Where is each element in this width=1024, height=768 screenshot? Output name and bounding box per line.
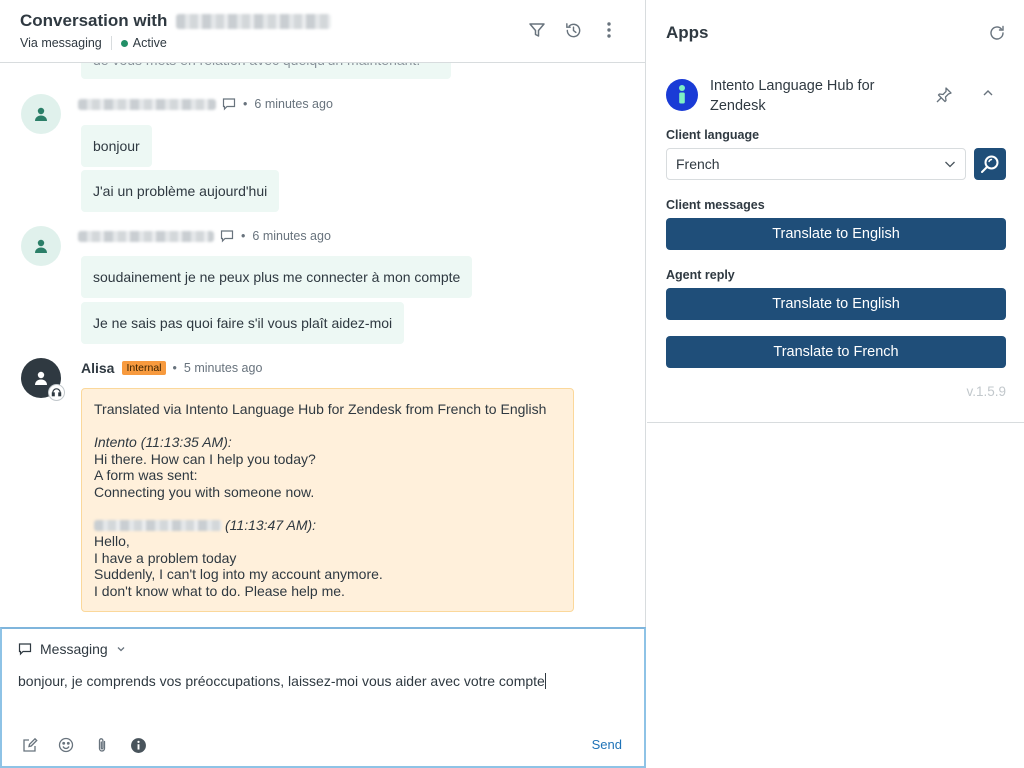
history-icon[interactable]	[563, 20, 583, 40]
redacted-customer-name	[176, 14, 331, 29]
chevron-down-icon	[116, 644, 126, 654]
apps-panel	[647, 0, 1024, 768]
note-line: Hello,	[94, 533, 130, 549]
message-timestamp: 6 minutes ago	[254, 97, 333, 111]
note-block2-label: (11:13:47 AM):	[225, 516, 317, 533]
page-title	[20, 11, 331, 31]
reply-composer[interactable]	[0, 627, 646, 768]
note-heading: Translated via Intento Language Hub for Zendesk from French to English	[94, 401, 547, 417]
message-bubble-icon	[18, 642, 32, 656]
status-dot	[121, 40, 128, 47]
message-meta: • 6 minutes ago	[78, 97, 333, 111]
note-block1-label: Intento (11:13:35 AM):	[94, 434, 232, 450]
conversation-header	[0, 0, 645, 63]
note-line: Suddenly, I can't log into my account anymore.	[94, 566, 383, 582]
message-bubble: J'ai un problème aujourd'hui	[81, 170, 279, 212]
message-bubble: soudainement je ne peux plus me connecter à mon compte	[81, 256, 472, 298]
note-line: I don't know what to do. Please help me.	[94, 582, 345, 599]
intento-app-card	[647, 62, 1024, 423]
channel-label: Messaging	[40, 641, 108, 657]
status-label: Active	[132, 36, 167, 50]
customer-avatar	[21, 94, 61, 134]
client-language-value: French	[676, 156, 720, 172]
redacted-customer-name	[94, 520, 222, 531]
chevron-up-icon[interactable]	[981, 86, 999, 104]
note-timestamp: 5 minutes ago	[183, 361, 263, 375]
client-language-select[interactable]	[666, 148, 966, 180]
redacted-customer-name	[78, 99, 216, 110]
title-text: Conversation with	[20, 11, 168, 30]
emoji-icon[interactable]	[57, 736, 75, 754]
message-thread[interactable]	[0, 63, 645, 626]
refresh-icon[interactable]	[988, 24, 1006, 42]
filter-icon[interactable]	[527, 20, 547, 40]
customer-avatar	[21, 226, 61, 266]
note-line: Hi there. How can I help you today?	[94, 450, 316, 467]
agent-reply-label: Agent reply	[666, 268, 735, 282]
translate-client-to-english-button[interactable]: Translate to English	[666, 218, 1006, 250]
client-language-label: Client language	[666, 128, 760, 142]
channel-selector[interactable]	[18, 641, 126, 657]
apps-title: Apps	[666, 23, 709, 42]
note-meta: Alisa Internal • 5 minutes ago	[81, 360, 263, 376]
channel-label: Via messaging	[20, 36, 102, 50]
chevron-down-icon	[943, 157, 957, 171]
pin-icon[interactable]	[935, 86, 955, 106]
detect-language-button[interactable]	[974, 148, 1006, 180]
more-vertical-icon[interactable]	[599, 20, 619, 40]
message-timestamp: 6 minutes ago	[252, 229, 331, 243]
note-line: A form was sent:	[94, 467, 198, 483]
agent-avatar	[21, 358, 61, 398]
translate-reply-to-french-button[interactable]: Translate to French	[666, 336, 1006, 368]
redacted-customer-name	[78, 231, 214, 242]
message-bubble-icon	[220, 229, 234, 243]
attachment-icon[interactable]	[93, 736, 111, 754]
client-messages-label: Client messages	[666, 198, 765, 212]
conversation-subtitle	[20, 36, 167, 50]
info-icon[interactable]	[129, 736, 147, 754]
message-bubble-icon	[222, 97, 236, 111]
note-line: Connecting you with someone now.	[94, 483, 315, 500]
reply-input[interactable]: bonjour, je comprends vos préoccupations, laissez-moi vous aider avec votre compte	[18, 673, 545, 689]
translate-reply-to-english-button[interactable]: Translate to English	[666, 288, 1006, 320]
note-line: I have a problem today	[94, 549, 237, 566]
divider	[111, 36, 112, 50]
note-author: Alisa	[81, 360, 115, 376]
send-button[interactable]: Send	[591, 737, 622, 752]
app-name: Intento Language Hub for Zendesk	[710, 78, 875, 114]
app-version: v.1.5.9	[966, 384, 1006, 399]
internal-badge: Internal	[122, 361, 165, 375]
search-icon	[979, 153, 1001, 175]
headset-icon	[48, 384, 65, 401]
internal-note	[81, 388, 574, 612]
message-bubble: bonjour	[81, 125, 152, 167]
compose-icon[interactable]	[21, 736, 39, 754]
message-bubble: Je ne sais pas quoi faire s'il vous plaît aidez-moi	[81, 302, 404, 344]
message-meta: • 6 minutes ago	[78, 229, 331, 243]
intento-logo-icon	[666, 79, 698, 111]
